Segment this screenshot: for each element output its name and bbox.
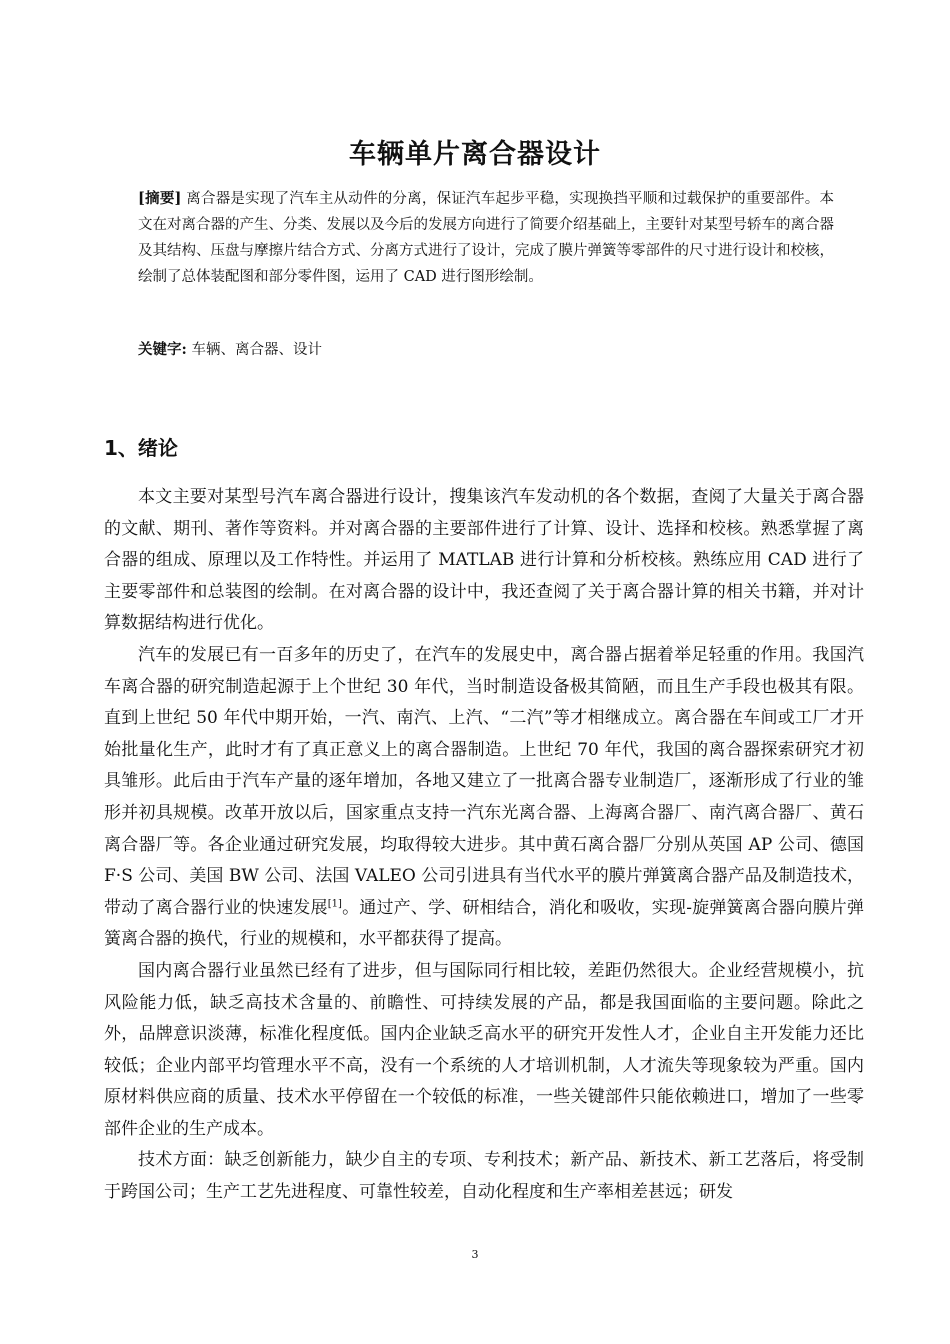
abstract-text: 离合器是实现了汽车主从动件的分离，保证汽车起步平稳，实现换挡平顺和过载保护的重要部件。本文在对离合器的产生、分类、发展以及今后的发展方向进行了简要介绍基础上，主要针对某型号轿车的离合器及其结构、压盘与摩擦片结合方式、分离方式进行了设计，完成了膜片弹簧等零部件的尺寸进行设计和校核，绘制了总体装配图和部分零件图，运用了 CAD 进行图形绘制。 — [138, 191, 834, 285]
citation-ref: [1] — [327, 898, 342, 910]
paragraph-4: 技术方面：缺乏创新能力，缺少自主的专项、专利技术；新产品、新技术、新工艺落后，将受制于跨国公司；生产工艺先进程度、可靠性较差，自动化程度和生产率相差甚远；研发 — [104, 1150, 864, 1203]
section-heading: 1、绪论 — [104, 436, 178, 460]
keywords — [138, 337, 322, 363]
section-body — [104, 482, 864, 1209]
paragraph-2-text: 汽车的发展已有一百多年的历史了，在汽车的发展史中，离合器占据着举足轻重的作用。我国汽车离合器的研究制造起源于上个世纪 30 年代，当时制造设备极其简陋，而且生产手段也极其有限。直到上世纪 50 年代中期开始，一汽、南汽、上汽、“二汽”等才相继成立。离合器在车间或工厂才开始批量化生产，此时才有了真正意义上的离合器制造。上世纪 70 年代，我国的离合器探索研究才初具雏形。此后由于汽车产量的逐年增加，各地又建立了一批离合器专业制造厂，逐渐形成了行业的雏形并初具规模。改革开放以后，国家重点支持一汽东光离合器、上海离合器厂、南汽离合器厂、黄石离合器厂等。各企业通过研究发展，均取得较大进步。其中黄石离合器厂分别从英国 AP 公司、德国 F·S 公司、美国 BW 公司、法国 VALEO 公司引进具有当代水平的膜片弹簧离合器产品及制造技术，带动了离合器行业的快速发展 — [104, 644, 864, 918]
paragraph-2-text-end: 。通过产、学、研相结合，消化和吸收，实现-旋弹簧离合器向膜片弹簧离合器的换代，行业的规模和，水平都获得了提高。 — [104, 897, 864, 950]
keywords-text: 车辆、离合器、设计 — [191, 342, 322, 358]
page-number: 3 — [471, 1248, 479, 1261]
abstract-label: [摘要] — [138, 190, 182, 207]
keywords-label: 关键字: — [138, 341, 187, 358]
paragraph-2 — [104, 640, 864, 956]
document-title: 车辆单片离合器设计 — [349, 139, 601, 170]
paragraph-3: 国内离合器行业虽然已经有了进步，但与国际同行相比较，差距仍然很大。企业经营规模小，抗风险能力低，缺乏高技术含量的、前瞻性、可持续发展的产品，都是我国面临的主要问题。除此之外，品牌意识淡薄，标准化程度低。国内企业缺乏高水平的研究开发性人才，企业自主开发能力还比较低；企业内部平均管理水平不高，没有一个系统的人才培训机制，人才流失等现象较为严重。国内原材料供应商的质量、技术水平停留在一个较低的标准，一些关键部件只能依赖进口，增加了一些零部件企业的生产成本。 — [104, 960, 864, 1139]
paragraph-1: 本文主要对某型号汽车离合器进行设计，搜集该汽车发动机的各个数据，查阅了大量关于离合器的文献、期刊、著作等资料。并对离合器的主要部件进行了计算、设计、选择和校核。熟悉掌握了离合器的组成、原理以及工作特性。并运用了 MATLAB 进行计算和分析校核。熟练应用 CAD 进行了主要零部件和总装图的绘制。在对离合器的设计中，我还查阅了关于离合器计算的相关书籍，并对计算数据结构进行优化。 — [104, 487, 864, 634]
abstract — [138, 186, 834, 290]
